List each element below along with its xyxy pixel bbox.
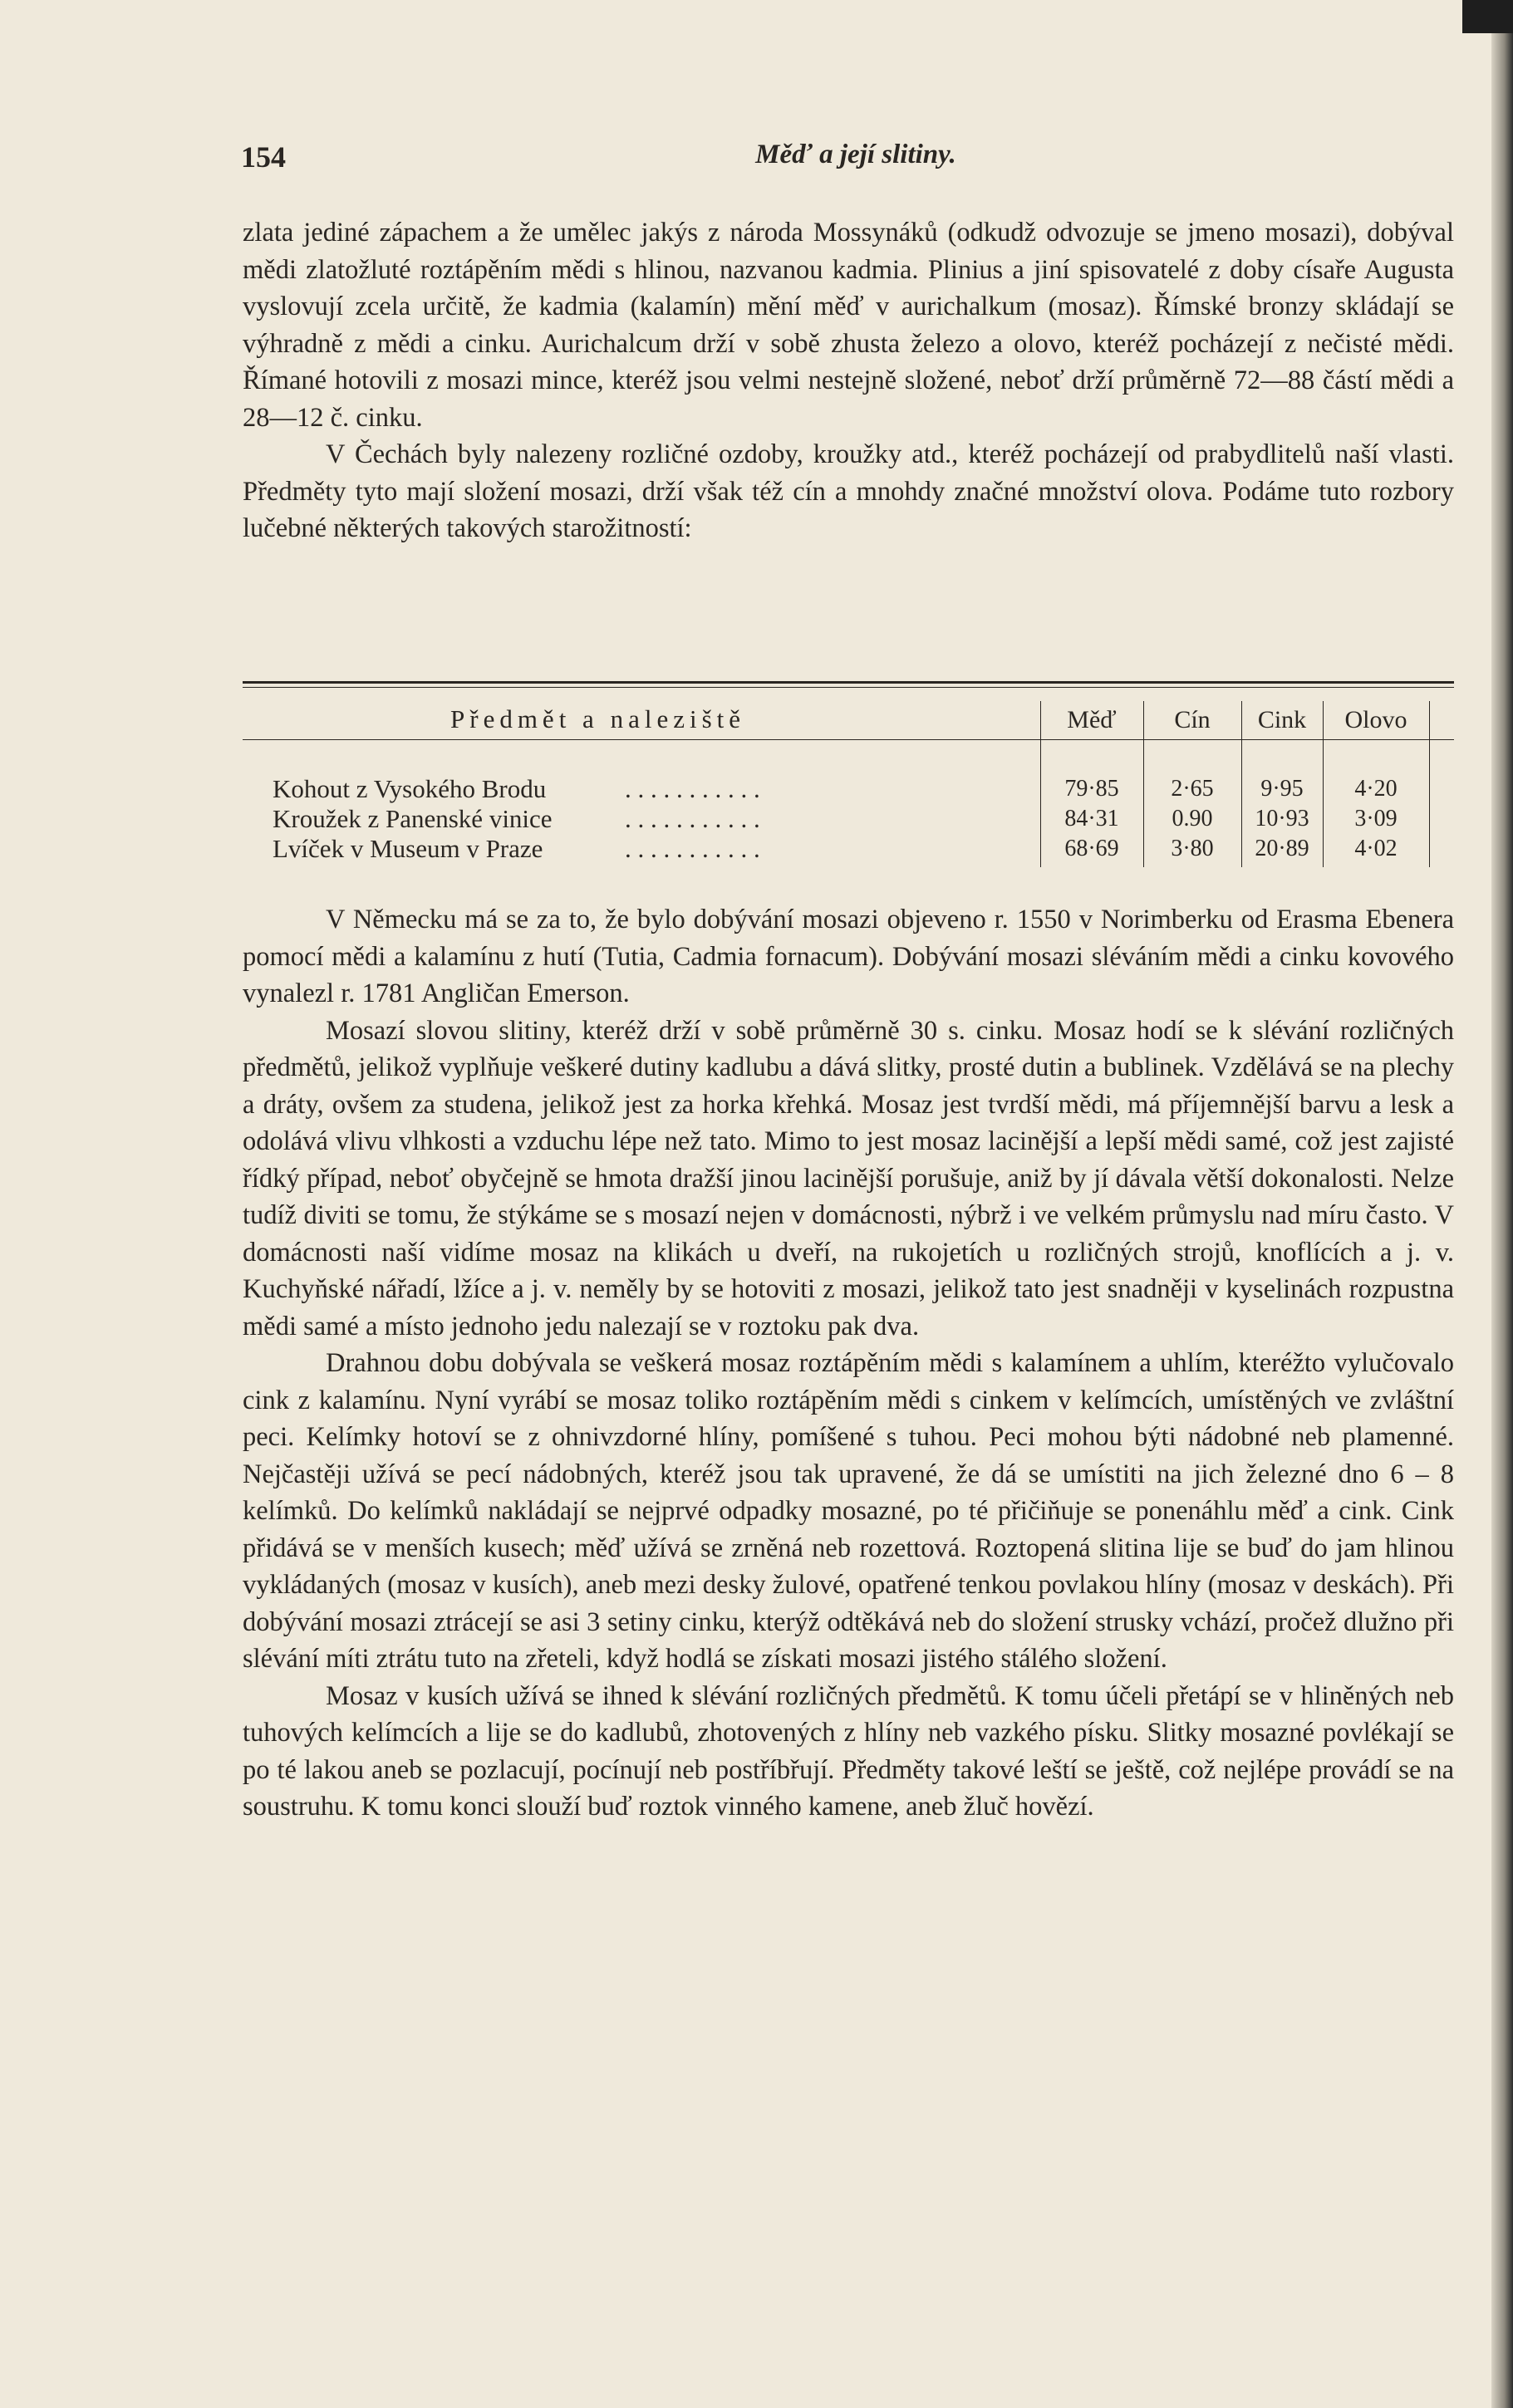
running-title: Měď a její slitiny. bbox=[755, 140, 956, 169]
value-cin: 3·80 bbox=[1171, 836, 1214, 861]
value-cink: 10·93 bbox=[1255, 806, 1309, 831]
row-leader-dots: . . . . . . . . . . . bbox=[625, 804, 760, 833]
table-top-rule bbox=[243, 681, 1454, 684]
row-leader-dots: . . . . . . . . . . . bbox=[625, 774, 760, 803]
analysis-table bbox=[243, 681, 1454, 880]
value-med: 68·69 bbox=[1064, 836, 1119, 861]
page-edge-shadow bbox=[1491, 0, 1513, 2408]
paragraph: V Čechách byly nalezeny rozličné ozdoby, kroužky atd., kteréž pocházejí od prabydlitelů naší vlasti. Předměty tyto mají složení mosazi, drží však též cín a mnohdy značné množství olova. Podáme tuto rozbory lučebné některých takových starožitností: bbox=[243, 439, 1454, 543]
value-cink: 9·95 bbox=[1260, 776, 1304, 802]
header-olovo: Olovo bbox=[1344, 706, 1407, 733]
value-olovo: 4·20 bbox=[1354, 776, 1398, 802]
header-med: Měď bbox=[1067, 706, 1117, 733]
value-olovo: 4·02 bbox=[1354, 836, 1398, 861]
column-divider bbox=[1429, 701, 1430, 867]
table-header-rule bbox=[243, 739, 1454, 740]
value-cin: 0.90 bbox=[1172, 806, 1213, 831]
page-header bbox=[241, 140, 1454, 181]
row-item: Kohout z Vysokého Brodu bbox=[273, 774, 547, 803]
value-med: 84·31 bbox=[1064, 806, 1119, 831]
value-olovo: 3·09 bbox=[1354, 806, 1398, 831]
value-cin: 2·65 bbox=[1171, 776, 1214, 802]
paragraph: V Německu má se za to, že bylo dobývání mosazi objeveno r. 1550 v Norimberku od Erasma Ebenera pomocí mědi a kalamínu z hutí (Tutia, Cadmia fornacum). Dobývání mosazi sléváním mědi a cinku kovového vynalezl r. 1781 Angličan Emerson. bbox=[243, 905, 1454, 1008]
paragraph: zlata jediné zápachem a že umělec jakýs z národa Mossynáků (odkudž odvozuje se jmeno mosazi), dobýval mědi zlatožluté roztápěním mědi s hlinou, nazvanou kadmia. Plinius a jiní spisovatelé z doby císaře Augusta vyslovují zcela určitě, že kadmia (kalamín) mění měď v aurichalkum (mosaz). Římské bronzy skládají se výhradně z mědi a cinku. Aurichalcum drží v sobě zhusta železo a olovo, kteréž pocházejí z nečisté mědi. Římané hotovili z mosazi mince, kteréž jsou velmi nestejně složené, neboť drží průměrně 72—88 částí mědi a 28—12 č. cinku. bbox=[243, 218, 1454, 433]
value-med: 79·85 bbox=[1064, 776, 1119, 802]
paragraph: Mosazí slovou slitiny, kteréž drží v sobě průměrně 30 s. cinku. Mosaz hodí se k slévání rozličných předmětů, jelikož vyplňuje veškeré dutiny kadlubu a dává slitky, prosté dutin a bublinek. Vzdělává se na plechy a dráty, ovšem za studena, jelikož jest za horka křehká. Mosaz jest tvrdší mědi, má příjemnější barvu a lesk a odolává vlivu vlhkosti a vzduchu lépe než tato. Mimo to jest mosaz lacinější a lepší mědi samé, což jest zajisté řídký případ, neboť obyčejně se hmota dražší jinou lacinější porušuje, aniž by jí dávala větší dokonalosti. Nelze tudíž diviti se tomu, že stýkáme se s mosazí nejen v domácnosti, nýbrž i ve velkém průmyslu nad míru často. V domácnosti naší vidíme mosaz na klikách u dveří, na rukojetích u rozličných strojů, knoflících a j. v. Kuchyňské nářadí, lžíce a j. v. neměly by se hotoviti z mosazi, jelikož tato jest snadněji v kyselinách rozpustna mědi samé a místo jednoho jedu nalezají se v roztoku pak dva. bbox=[243, 1015, 1454, 1341]
header-predmet: Předmět a naleziště bbox=[450, 704, 746, 733]
body-text bbox=[243, 901, 1454, 1826]
row-item: Kroužek z Panenské vinice bbox=[273, 804, 553, 833]
header-cin: Cín bbox=[1174, 706, 1211, 733]
header-cink: Cink bbox=[1257, 706, 1307, 733]
row-item: Lvíček v Museum v Praze bbox=[273, 834, 543, 863]
paragraph: Mosaz v kusích užívá se ihned k slévání rozličných předmětů. K tomu účeli přetápí se v hliněných neb tuhových kelímcích a lije se do kadlubů, zhotovených z hlíny neb vazkého písku. Slitky mosazné povlékají se po té lakou aneb se pozlacují, pocínují neb postříbřují. Předměty takové leští se ještě, což nejlépe provádí se na soustruhu. K tomu konci slouží buď roztok vinného kamene, aneb žluč hovězí. bbox=[243, 1680, 1454, 1822]
value-cink: 20·89 bbox=[1255, 836, 1309, 861]
table-top-rule-thin bbox=[243, 687, 1454, 688]
scan-corner bbox=[1462, 0, 1513, 33]
paragraph: Drahnou dobu dobývala se veškerá mosaz roztápěním mědi s kalamínem a uhlím, kteréžto vylučovalo cink z kalamínu. Nyní vyrábí se mosaz toliko roztápěním mědi s cinkem v kelímcích, umístěných ve zvláštní peci. Kelímky hotoví se z ohnivzdorné hlíny, pomíšené s tuhou. Peci mohou býti nádobné neb plamenné. Nejčastěji užívá se pecí nádobných, kteréž jsou tak upravené, že dá se umístiti na jich železné dno 6 – 8 kelímků. Do kelímků nakládají se nejprvé odpadky mosazné, po té přičiňuje se ponenáhlu měď a cink. Cink přidává se v menších kusech; měď užívá se zrněná neb rozettová. Roztopená slitina lije se buď do jam hlinou vykládaných (mosaz v kusích), aneb mezi desky žulové, opatřené tenkou povlakou hlíny (mosaz v deskách). Při dobývání mosazi ztrácejí se asi 3 setiny cinku, kterýž odtěkává neb do složení strusky vchází, pročež dlužno při slévání míti ztrátu tuto na zřeteli, když hodlá se získati mosazi jistého stálého složení. bbox=[243, 1348, 1454, 1674]
row-leader-dots: . . . . . . . . . . . bbox=[625, 834, 760, 863]
intro-text bbox=[243, 214, 1454, 547]
page-number: 154 bbox=[241, 140, 286, 174]
